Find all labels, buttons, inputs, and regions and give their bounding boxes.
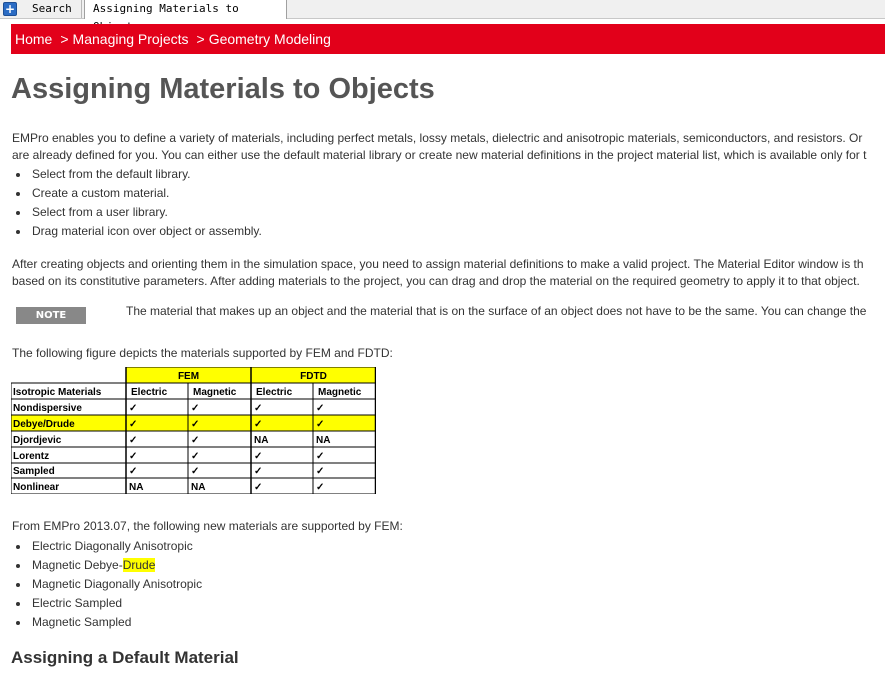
intro-line-2: are already defined for you. You can either use the default material library or create new material definitions in the project material list, which is available only for t	[12, 148, 867, 162]
check-mark-icon: ✓	[129, 435, 138, 446]
fem-materials-list	[12, 537, 202, 632]
highlighted-term: Drude	[122, 558, 156, 572]
check-mark-icon: ✓	[254, 451, 263, 462]
material-name: Sampled	[13, 466, 55, 477]
list-item: Magnetic Sampled	[12, 613, 202, 632]
list-item: Create a custom material.	[12, 184, 262, 203]
column-header: Magnetic	[318, 387, 362, 398]
check-mark-icon: ✓	[316, 419, 325, 430]
tab-bar	[0, 0, 885, 19]
list-item: Electric Diagonally Anisotropic	[12, 537, 202, 556]
list-item: Select from the default library.	[12, 165, 262, 184]
check-mark-icon: ✓	[316, 451, 325, 462]
material-name: Lorentz	[13, 451, 50, 462]
tab-search[interactable]: Search	[24, 0, 82, 18]
na-label: NA	[129, 482, 144, 493]
list-item: Electric Sampled	[12, 594, 202, 613]
na-label: NA	[254, 435, 269, 446]
breadcrumb	[11, 24, 885, 54]
tab-assigning-materials[interactable]: Assigning Materials to	[84, 0, 287, 19]
check-mark-icon: ✓	[191, 451, 200, 462]
after-paragraph	[12, 256, 864, 290]
list-item: Magnetic Diagonally Anisotropic	[12, 575, 202, 594]
intro-paragraph	[12, 130, 866, 164]
material-name: Djordjevic	[13, 435, 62, 446]
check-mark-icon: ✓	[191, 435, 200, 446]
column-header: Electric	[131, 387, 168, 398]
list-item: Drag material icon over object or assembly.	[12, 222, 262, 241]
check-mark-icon: ✓	[254, 482, 263, 493]
row-header-label: Isotropic Materials	[13, 387, 102, 398]
list-item: Select from a user library.	[12, 203, 262, 222]
check-mark-icon: ✓	[254, 403, 263, 414]
material-name: Nondispersive	[13, 403, 82, 414]
figure-caption: The following figure depicts the materials supported by FEM and FDTD:	[12, 346, 393, 360]
breadcrumb-separator: >	[60, 31, 69, 47]
material-name: Nonlinear	[13, 482, 60, 493]
check-mark-icon: ✓	[316, 403, 325, 414]
check-mark-icon: ✓	[191, 403, 200, 414]
materials-support-figure	[11, 367, 376, 494]
breadcrumb-home-link[interactable]: Home	[15, 31, 53, 47]
check-mark-icon: ✓	[316, 466, 325, 477]
check-mark-icon: ✓	[129, 451, 138, 462]
check-mark-icon: ✓	[129, 419, 138, 430]
column-header: Magnetic	[193, 387, 237, 398]
check-mark-icon: ✓	[191, 419, 200, 430]
check-mark-icon: ✓	[191, 466, 200, 477]
breadcrumb-managing-projects-link[interactable]: Managing Projects	[72, 31, 189, 47]
na-label: NA	[191, 482, 206, 493]
group-header-fdtd: FDTD	[300, 371, 327, 382]
material-options-list	[12, 165, 262, 241]
check-mark-icon: ✓	[254, 419, 263, 430]
after-line-1: After creating objects and orienting them in the simulation space, you need to assign material definitions to make a valid project. The Material Editor window is th	[12, 257, 864, 271]
materials-support-table	[11, 367, 376, 494]
note-text: The material that makes up an object and the material that is on the surface of an object does not have to be the same. You can change the	[126, 304, 867, 318]
list-item-text: Magnetic Debye-	[32, 558, 123, 572]
column-header: Electric	[256, 387, 293, 398]
page-title: Assigning Materials to Objects	[11, 73, 435, 105]
note-badge: NOTE	[16, 307, 86, 324]
breadcrumb-separator: >	[196, 31, 205, 47]
check-mark-icon: ✓	[316, 482, 325, 493]
na-label: NA	[316, 435, 331, 446]
material-name: Debye/Drude	[13, 419, 75, 430]
group-header-fem: FEM	[177, 371, 200, 382]
check-mark-icon: ✓	[254, 466, 263, 477]
section-heading: Assigning a Default Material	[11, 648, 239, 667]
fem-intro: From EMPro 2013.07, the following new materials are supported by FEM:	[12, 519, 403, 533]
add-tab-icon[interactable]: +	[4, 2, 16, 16]
check-mark-icon: ✓	[129, 466, 138, 477]
list-item	[12, 556, 202, 575]
check-mark-icon: ✓	[129, 403, 138, 414]
breadcrumb-geometry-modeling-link[interactable]: Geometry Modeling	[208, 31, 331, 47]
intro-line-1: EMPro enables you to define a variety of materials, including perfect metals, lossy metals, dielectric and anisotropic materials, semiconductors, and resistors. Or	[12, 131, 863, 145]
after-line-2: based on its constitutive parameters. After adding materials to the project, you can drag and drop the material on the required geometry to apply it to that object.	[12, 274, 860, 288]
